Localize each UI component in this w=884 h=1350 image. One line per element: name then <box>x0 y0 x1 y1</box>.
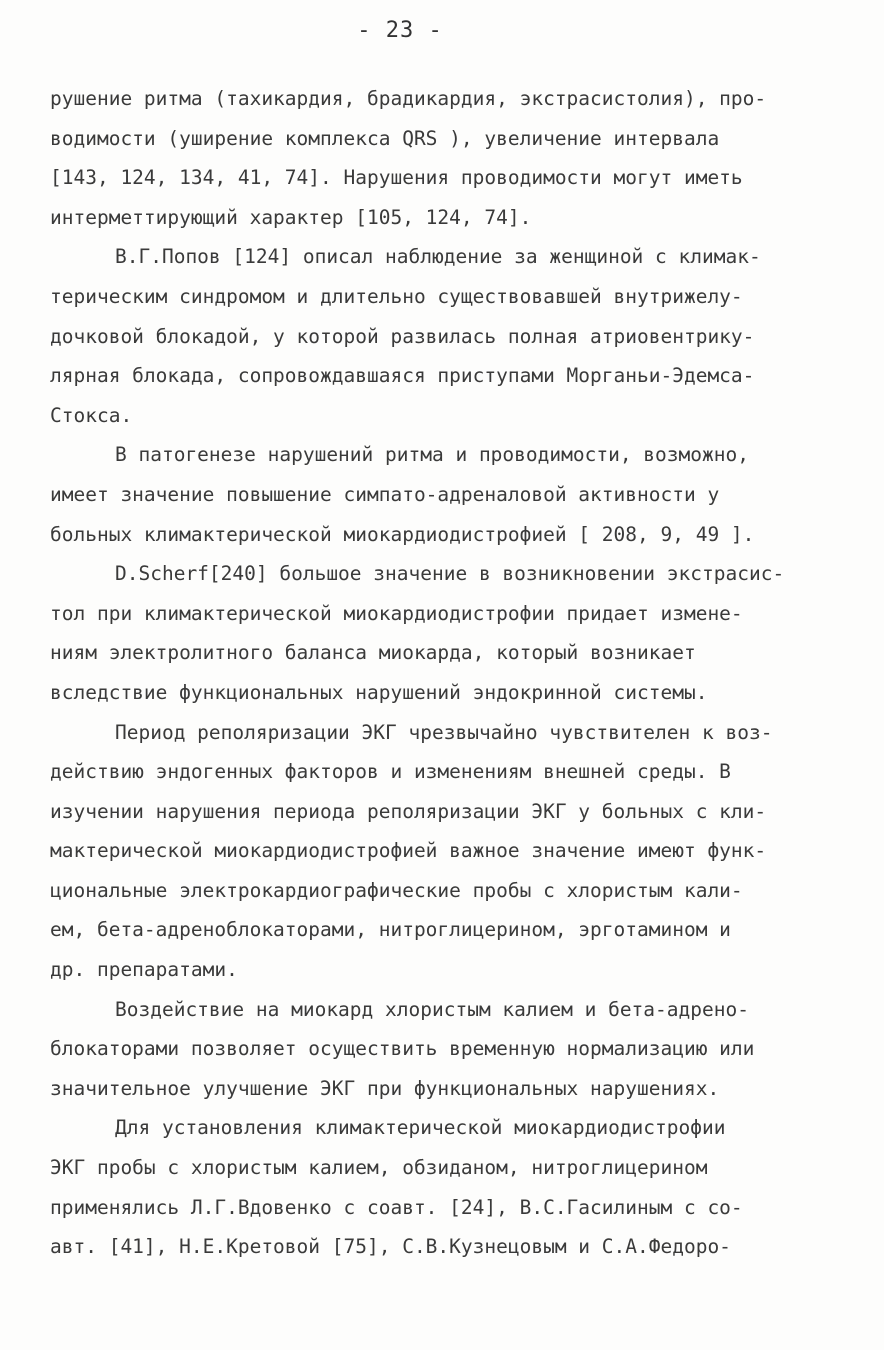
text-line: авт. [41], Н.Е.Кретовой [75], С.В.Кузнецовым и С.А.Федоро- <box>50 1235 731 1259</box>
text-line: водимости (уширение комплекса QRS ), увеличение интервала <box>50 126 720 150</box>
text-line: D.Scherf[240] большое значение в возникновении экстрасис- <box>115 562 785 586</box>
text-line: больных климактерической миокардиодистрофией [ 208, 9, 49 ]. <box>50 522 755 546</box>
paragraph <box>50 554 850 712</box>
text-line: лярная блокада, сопровождавшаяся приступами Морганьи-Эдемса- <box>50 364 755 388</box>
text-line: Воздействие на миокард хлористым калием и бета-адрено- <box>115 997 749 1021</box>
paragraph <box>50 237 850 435</box>
text-line: Для установления климактерической миокардиодистрофии <box>115 1116 726 1140</box>
text-line: ЭКГ пробы с хлористым калием, обзиданом, нитроглицерином <box>50 1156 708 1180</box>
paragraph <box>50 1108 850 1266</box>
text-line: В патогенезе нарушений ритма и проводимости, возможно, <box>115 443 749 467</box>
text-line: др. препаратами. <box>50 958 238 982</box>
text-line: [143, 124, 134, 41, 74]. Нарушения проводимости могут иметь <box>50 166 743 190</box>
body-text <box>50 79 850 1267</box>
text-line: дочковой блокадой, у которой развилась полная атриовентрику- <box>50 324 755 348</box>
text-line: применялись Л.Г.Вдовенко с соавт. [24], В.С.Гасилиным с со- <box>50 1195 743 1219</box>
text-line: Стокса. <box>50 403 133 427</box>
text-line: терическим синдромом и длительно существовавшей внутрижелу- <box>50 284 743 308</box>
paragraph <box>50 990 850 1109</box>
text-line: Период реполяризации ЭКГ чрезвычайно чувствителен к воз- <box>115 720 773 744</box>
text-line: циональные электрокардиографические пробы с хлористым кали- <box>50 878 743 902</box>
text-line: вследствие функциональных нарушений эндокринной системы. <box>50 680 708 704</box>
text-line: интерметтирующий характер [105, 124, 74]. <box>50 205 532 229</box>
page-number: - 23 - <box>357 18 443 43</box>
text-line: ем, бета-адреноблокаторами, нитроглицерином, эрготамином и <box>50 918 731 942</box>
text-line: рушение ритма (тахикардия, брадикардия, экстрасистолия), про- <box>50 87 767 110</box>
text-line: изучении нарушения периода реполяризации ЭКГ у больных с кли- <box>50 799 767 823</box>
text-line: блокаторами позволяет осуществить временную нормализацию или <box>50 1037 755 1061</box>
text-line: значительное улучшение ЭКГ при функциональных нарушениях. <box>50 1076 720 1100</box>
paragraph <box>50 713 850 990</box>
text-line: В.Г.Попов [124] описал наблюдение за женщиной с климак- <box>115 245 761 269</box>
text-line: ниям электролитного баланса миокарда, который возникает <box>50 641 696 665</box>
text-line: мактерической миокардиодистрофией важное значение имеют функ- <box>50 839 767 863</box>
paragraph <box>50 79 850 237</box>
text-line: действию эндогенных факторов и изменениям внешней среды. В <box>50 760 731 784</box>
text-line: тол при климактерической миокардиодистрофии придает измене- <box>50 601 743 625</box>
text-line: имеет значение повышение симпато-адреналовой активности у <box>50 482 720 506</box>
paragraph <box>50 435 850 554</box>
